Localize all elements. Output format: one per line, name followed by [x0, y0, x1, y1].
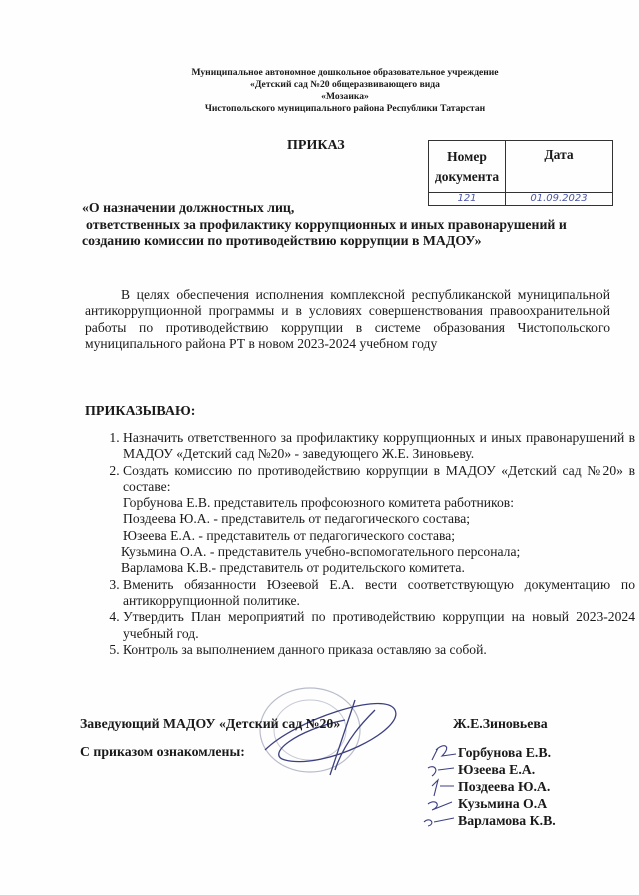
ack-name: Кузьмина О.А [458, 796, 548, 811]
doc-number-table [428, 140, 613, 206]
col-number-header: Номер документа [429, 141, 506, 193]
signature-position: Заведующий МАДОУ «Детский сад №20» [80, 716, 341, 731]
order-text: Назначить ответственного за профилактику коррупционных и иных правонарушений в МАДОУ «Детский сад №20» - заведующего Ж.Е. Зиновьеву. [123, 430, 635, 462]
order-text: Создать комиссию по противодействию коррупции в МАДОУ «Детский сад №20» в составе: [123, 462, 635, 494]
orders-list [100, 430, 635, 658]
subject-line: ответственных за профилактику коррупционных и иных правонарушений и [86, 216, 567, 232]
doc-subject [82, 200, 622, 250]
subject-line: созданию комиссии по противодействию коррупции в МАДОУ» [82, 233, 482, 248]
institution-header [0, 67, 639, 115]
order-text: Вменить обязанности Юзеевой Е.А. вести соответствующую документацию по антикоррупционной политике. [123, 576, 635, 608]
order-item [123, 430, 635, 463]
orders-heading: ПРИКАЗЫВАЮ: [85, 404, 196, 419]
doc-number: 121 [429, 193, 506, 206]
order-item [123, 577, 635, 610]
doc-title: ПРИКАЗ [287, 138, 345, 153]
preamble [85, 287, 610, 352]
order-item [123, 463, 635, 577]
order-text: Контроль за выполнением данного приказа оставляю за собой. [123, 641, 487, 657]
col-date-header: Дата [506, 141, 613, 193]
member: Кузьмина О.А. - представитель учебно-вспомогательного персонала; [121, 544, 521, 560]
header-line: «Мозаика» [321, 91, 369, 102]
ack-name: Горбунова Е.В. [458, 745, 552, 760]
handwritten-signatures-icon [418, 740, 460, 832]
ack-name: Варламова К.В. [458, 813, 556, 828]
signature-name: Ж.Е.Зиновьева [453, 716, 548, 731]
order-item [123, 642, 635, 658]
member: Юзеева Е.А. - представитель от педагогического состава; [123, 527, 456, 543]
stamp-and-signature [235, 680, 415, 790]
member: Поздеева Ю.А. - представитель от педагогического состава; [123, 511, 471, 527]
preamble-text: В целях обеспечения исполнения комплексной республиканской муниципальной антикоррупционной программы и в условиях совершенствования правоохранительной работы по противодействию коррупции в системе образования Чистопольского муниципального района РТ в новом 2023-2024 учебном году [85, 287, 610, 351]
acknowledged-label: С приказом ознакомлены: [80, 744, 245, 759]
member: Горбунова Е.В. представитель профсоюзного комитета работников: [123, 495, 514, 511]
signature-icon [265, 700, 396, 775]
header-line: Чистопольского муниципального района Республики Татарстан [204, 103, 486, 114]
order-text: Утвердить План мероприятий по противодействию коррупции на новый 2023-2024 учебный год. [123, 609, 635, 641]
header-line: «Детский сад №20 общеразвивающего вида [250, 79, 440, 90]
header-line: Муниципальное автономное дошкольное образовательное учреждение [191, 67, 499, 78]
ack-name: Юзеева Е.А. [458, 762, 536, 777]
ack-name: Поздеева Ю.А. [458, 779, 551, 794]
acknowledged-names [458, 744, 556, 829]
order-item [123, 609, 635, 642]
member: Варламова К.В.- представитель от родительского комитета. [121, 560, 465, 576]
subject-line: «О назначении должностных лиц, [82, 200, 295, 215]
doc-date: 01.09.2023 [506, 193, 613, 206]
